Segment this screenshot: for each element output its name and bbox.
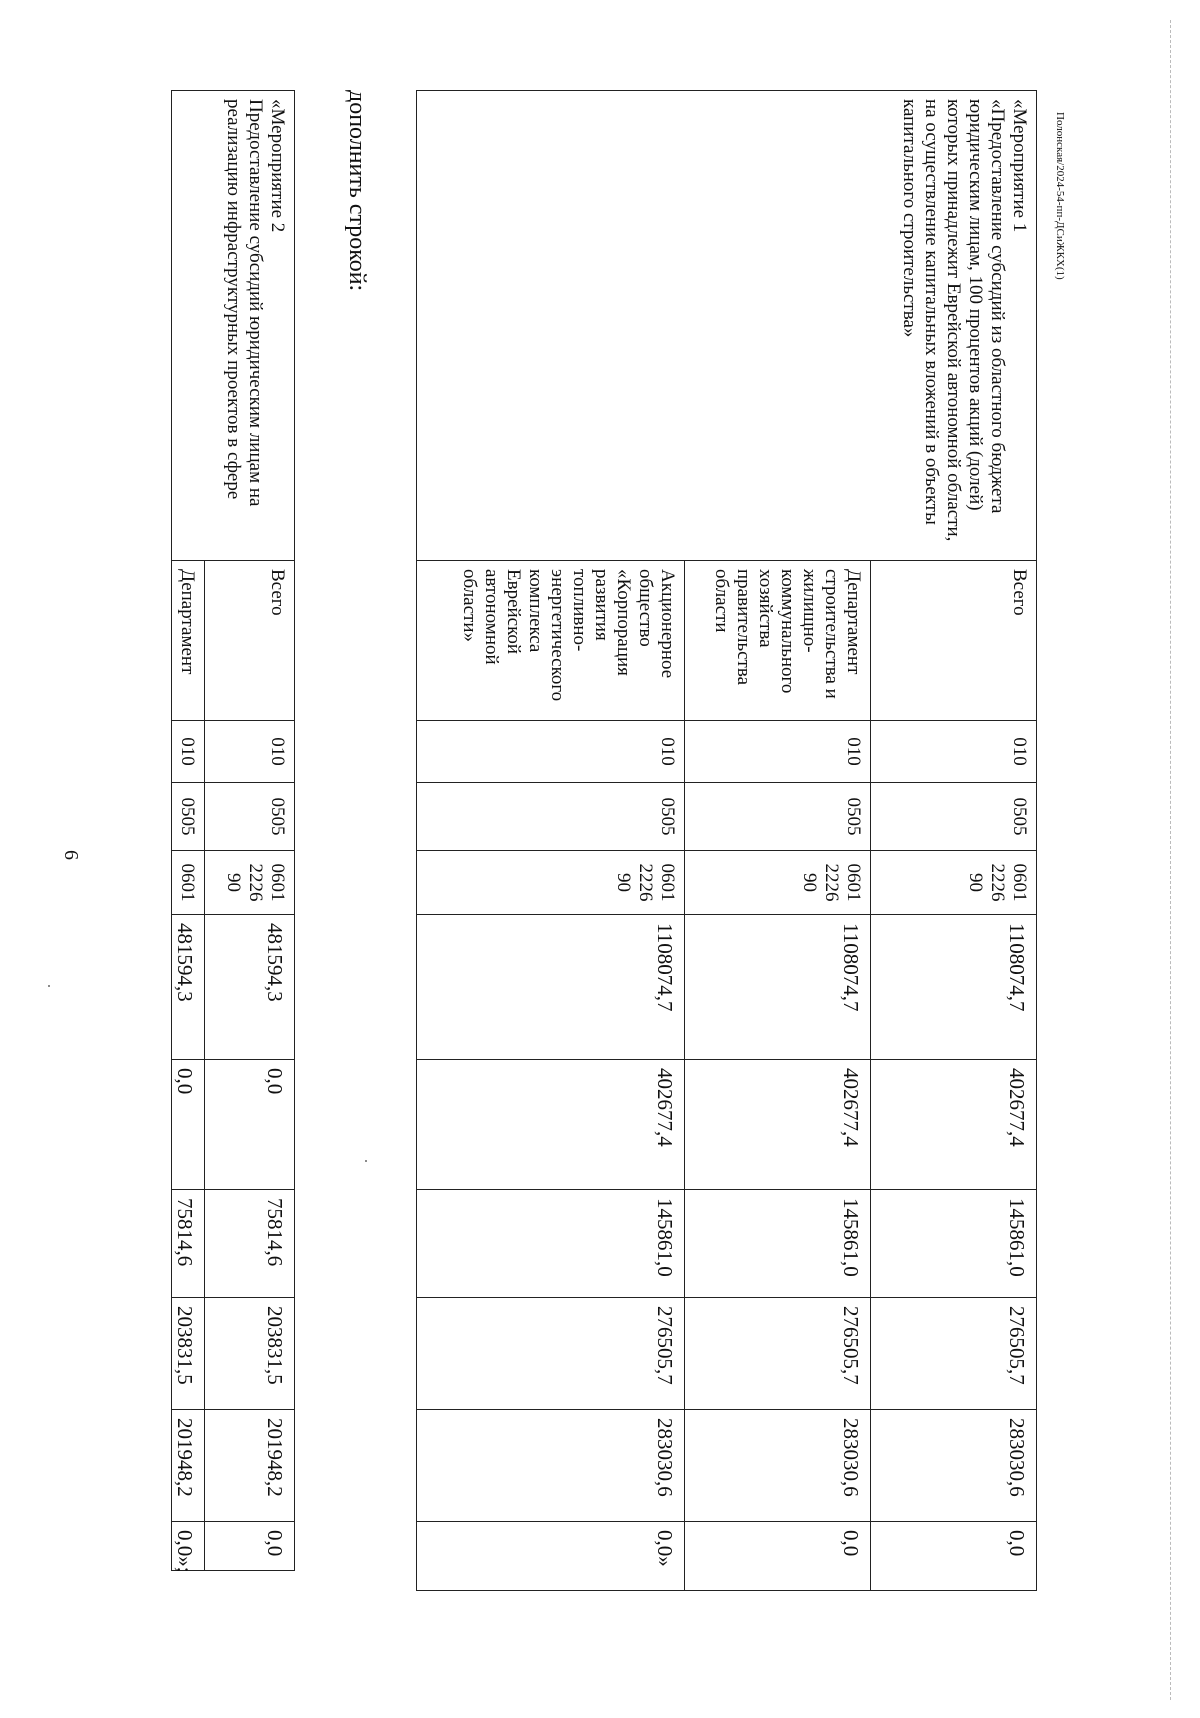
value-year-3-cell: 203831,5 (172, 1298, 205, 1410)
measure-table-1 (416, 90, 1037, 1591)
value-year-2-cell: 75814,6 (172, 1190, 205, 1298)
value-year-3-cell: 276505,7 (685, 1298, 871, 1410)
grbs-code-cell: 010 (871, 721, 1037, 783)
table-row (871, 91, 1037, 1591)
measure-cell: «Мероприятие 2 Предоставление субсидий юридическим лицам на реализацию инфраструктурных проектов в сфере (172, 91, 295, 561)
value-year-5-cell: 0,0 (871, 1522, 1037, 1591)
grbs-code-cell: 010 (205, 721, 295, 783)
grbs-code-cell: 010 (172, 721, 205, 783)
rzpr-code-cell: 0505 (205, 783, 295, 851)
value-year-2-cell: 75814,6 (205, 1190, 295, 1298)
executor-cell: Департамент (172, 561, 205, 721)
value-year-5-cell: 0,0» (417, 1522, 685, 1591)
value-year-3-cell: 203831,5 (205, 1298, 295, 1410)
value-total-cell: 1108074,7 (685, 915, 871, 1060)
csr-code-cell: 0601 2226 90 (871, 851, 1037, 915)
grbs-code-cell: 010 (685, 721, 871, 783)
value-total-cell: 481594,3 (205, 915, 295, 1060)
value-year-4-cell: 283030,6 (417, 1410, 685, 1522)
value-year-1-cell: 402677,4 (417, 1060, 685, 1190)
rzpr-code-cell: 0505 (172, 783, 205, 851)
value-year-5-cell: 0,0 (685, 1522, 871, 1591)
value-year-4-cell: 283030,6 (871, 1410, 1037, 1522)
executor-cell: Акционерное общество «Корпорация развития топливно-энергетического комплекса Еврейской автономной области» (417, 561, 685, 721)
value-year-3-cell: 276505,7 (417, 1298, 685, 1410)
grbs-code-cell: 010 (417, 721, 685, 783)
footer-note: Полонская/2024-54-пп-ДСиЖКХ(1) (1054, 112, 1066, 280)
rzpr-code-cell: 0505 (417, 783, 685, 851)
csr-code-cell: 0601 2226 90 (417, 851, 685, 915)
executor-cell: Всего (871, 561, 1037, 721)
csr-code-cell: 0601 (172, 851, 205, 915)
value-year-1-cell: 402677,4 (685, 1060, 871, 1190)
value-year-1-cell: 402677,4 (871, 1060, 1037, 1190)
table-row (205, 91, 295, 1571)
value-year-1-cell: 0,0 (205, 1060, 295, 1190)
value-year-2-cell: 145861,0 (871, 1190, 1037, 1298)
executor-cell: Всего (205, 561, 295, 721)
value-total-cell: 481594,3 (172, 915, 205, 1060)
value-total-cell: 1108074,7 (871, 915, 1037, 1060)
page-number: 6 (60, 850, 82, 860)
value-year-5-cell: 0,0 (205, 1522, 295, 1571)
value-year-5-cell: 0,0»; (172, 1522, 205, 1571)
measure-table-2 (171, 90, 295, 1571)
value-total-cell: 1108074,7 (417, 915, 685, 1060)
value-year-4-cell: 201948,2 (172, 1410, 205, 1522)
add-line-text: дополнить строкой: (344, 90, 370, 292)
value-year-1-cell: 0,0 (172, 1060, 205, 1190)
value-year-4-cell: 201948,2 (205, 1410, 295, 1522)
value-year-3-cell: 276505,7 (871, 1298, 1037, 1410)
measure-cell: «Мероприятие 1 «Предоставление субсидий из областного бюджета юридическим лицам, 100 процентов акций (долей) которых принадлежит Еврейской автономной области, на осуществление капитальных вложений в объекты капитального строительства» (417, 91, 1037, 561)
executor-cell: Департамент строительства и жилищно-коммунального хозяйства правительства области (685, 561, 871, 721)
csr-code-cell: 0601 2226 90 (205, 851, 295, 915)
value-year-2-cell: 145861,0 (417, 1190, 685, 1298)
rzpr-code-cell: 0505 (871, 783, 1037, 851)
value-year-2-cell: 145861,0 (685, 1190, 871, 1298)
rzpr-code-cell: 0505 (685, 783, 871, 851)
csr-code-cell: 0601 2226 90 (685, 851, 871, 915)
value-year-4-cell: 283030,6 (685, 1410, 871, 1522)
